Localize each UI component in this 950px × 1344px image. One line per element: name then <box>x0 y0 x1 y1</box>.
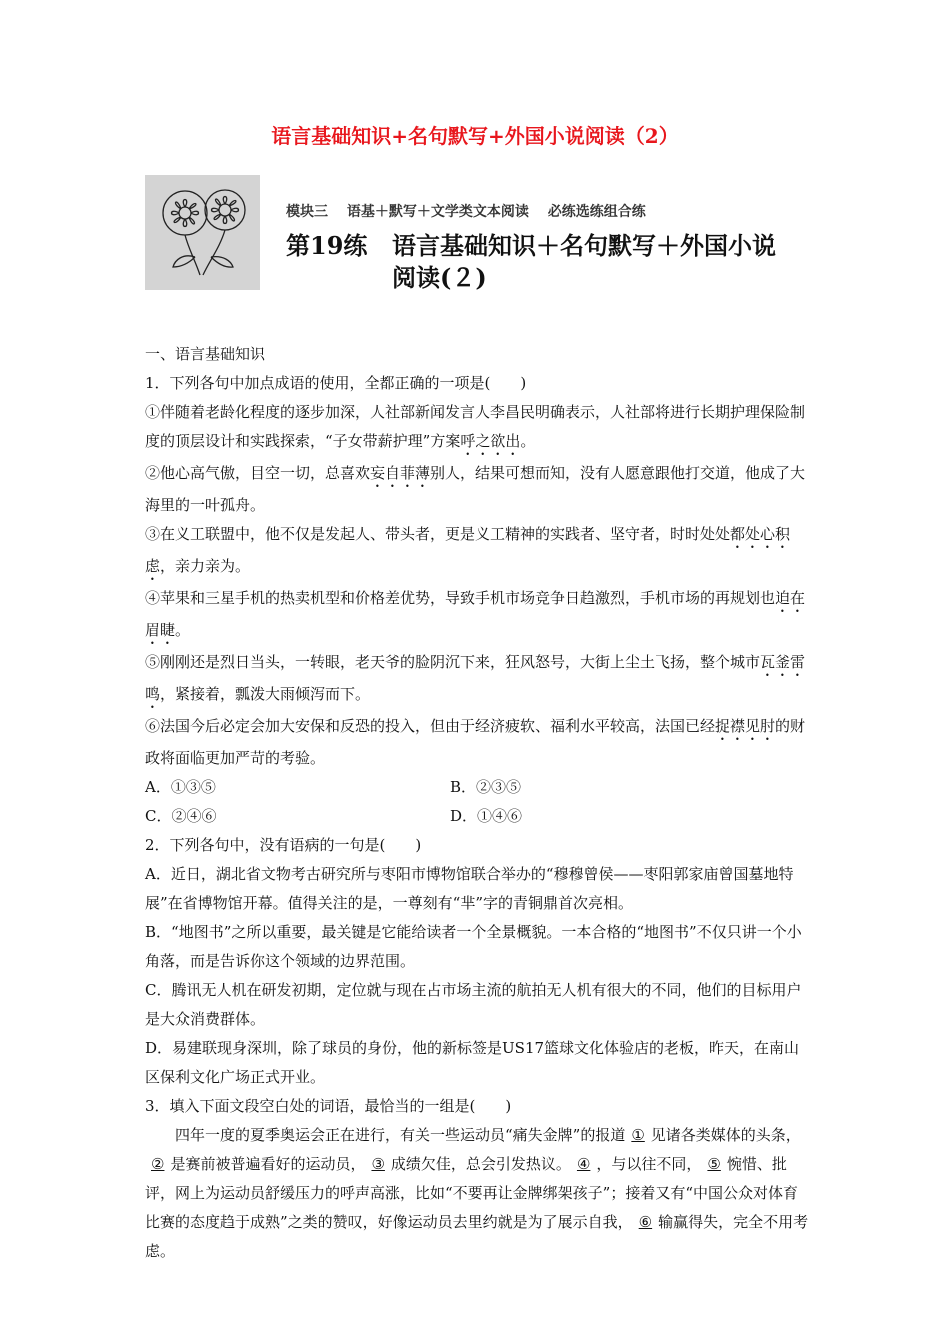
option-c: C．腾讯无人机在研发初期，定位就与现在占市场主流的航拍无人机有很大的不同，他们的目标用户是大众消费群体。 <box>145 981 802 1028</box>
blank-6: ⑥ <box>638 1213 653 1231</box>
section-heading: 一、语言基础知识 <box>145 345 266 363</box>
module-part: 必练选练组合练 <box>547 204 646 220</box>
blank-5: ⑤ <box>707 1155 721 1173</box>
sentence-item: ⑤刚刚还是烈日当头，一转眼，老天爷的脸阴沉下来，狂风怒号，大街上尘土飞扬，整个城市瓦釜雷鸣，紧接着，瓢泼大雨倾泻而下。 <box>145 653 806 703</box>
document-title: 语言基础知识+名句默写+外国小说阅读（2） <box>271 124 679 148</box>
option-a: A．近日，湖北省文物考古研究所与枣阳市博物馆联合举办的“穆穆曾侯——枣阳郭家庙曾国墓地特展”在省博物馆开幕。值得关注的是，一尊刻有“芈”字的青铜鼎首次亮相。 <box>145 865 794 912</box>
sentence-item: ①伴随着老龄化程度的逐步加深，人社部新闻发言人李昌民明确表示，人社部将进行长期护理保险制度的顶层设计和实践探索，“子女带薪护理”方案呼之欲出。 <box>145 403 806 450</box>
blank-4: ④ <box>576 1155 591 1173</box>
answer-options <box>145 802 810 831</box>
dotted-idiom: 捉襟见肘 <box>715 717 776 735</box>
blank-2: ② <box>151 1155 165 1173</box>
sentence-item: ②他心高气傲，目空一切，总喜欢妄自菲薄别人，结果可想而知，没有人愿意跟他打交道，他成了大海里的一叶孤舟。 <box>145 464 806 514</box>
lesson-title-line2: 阅读(２) <box>392 263 487 292</box>
document-body <box>145 340 810 1266</box>
cloze-passage: 四年一度的夏季奥运会正在进行，有关一些运动员“痛失金牌”的报道 ① 见诸各类媒体的头条，② 是赛前被普遍看好的运动员， ③ 成绩欠佳，总会引发热议。 ④ ，与以往不同， ⑤ 惋惜、批评，网上为运动员舒缓压力的呼声高涨，比如“不要再让金牌绑架孩子”；接着又有“中国公众对体育比赛的态度趋于成熟”之类的赞叹，好像运动员去里约就是为了展示自我， ⑥ 输赢得失，完全不用考虑。 <box>145 1126 809 1260</box>
lesson-title-line1: 语言基础知识＋名句默写＋外国小说 <box>392 231 776 260</box>
option-c: C．②④⑥ <box>145 807 217 825</box>
sentence-item: ⑥法国今后必定会加大安保和反恐的投入，但由于经济疲软、福利水平较高，法国已经捉襟见肘的财政将面临更加严苛的考验。 <box>145 717 806 767</box>
dotted-idiom: 呼之欲出 <box>460 432 521 450</box>
lesson-number: 第19练 <box>286 231 368 260</box>
answer-options <box>145 773 810 802</box>
sentence-item: ④苹果和三星手机的热卖机型和价格差优势，导致手机市场竞争日趋激烈，手机市场的再规划也迫在眉睫。 <box>145 589 806 639</box>
dotted-idiom: 迫在眉睫 <box>145 589 806 639</box>
module-line <box>286 201 660 221</box>
module-part: 语基＋默写＋文学类文本阅读 <box>346 204 529 220</box>
option-b: B．“地图书”之所以重要，最关键是它能给读者一个全景概貌。一本合格的“地图书”不仅只讲一个小角落，而是告诉你这个领域的边界范围。 <box>145 923 802 970</box>
option-a: A．①③⑤ <box>145 778 216 796</box>
blank-1: ① <box>631 1126 645 1144</box>
dotted-idiom: 都处心积虑 <box>145 525 791 575</box>
question-stem: 2．下列各句中，没有语病的一句是( ) <box>145 836 422 854</box>
option-d: D．①④⑥ <box>450 807 523 825</box>
option-d: D．易建联现身深圳，除了球员的身份，他的新标签是US17篮球文化体验店的老板，昨天，在南山区保利文化广场正式开业。 <box>145 1039 800 1086</box>
question-stem: 1．下列各句中加点成语的使用，全都正确的一项是( ) <box>145 374 527 392</box>
question-stem: 3．填入下面文段空白处的词语，最恰当的一组是( ) <box>145 1097 512 1115</box>
flower-icon <box>145 175 260 290</box>
sentence-item: ③在义工联盟中，他不仅是发起人、带头者，更是义工精神的实践者、坚守者，时时处处都处心积虑，亲力亲为。 <box>145 525 791 575</box>
lesson-heading <box>286 230 776 294</box>
option-b: B．②③⑤ <box>450 778 522 796</box>
dotted-idiom: 瓦釜雷鸣 <box>145 653 806 703</box>
blank-3: ③ <box>371 1155 385 1173</box>
dotted-idiom: 妄自菲薄 <box>370 464 431 482</box>
module-part: 模块三 <box>286 204 328 220</box>
